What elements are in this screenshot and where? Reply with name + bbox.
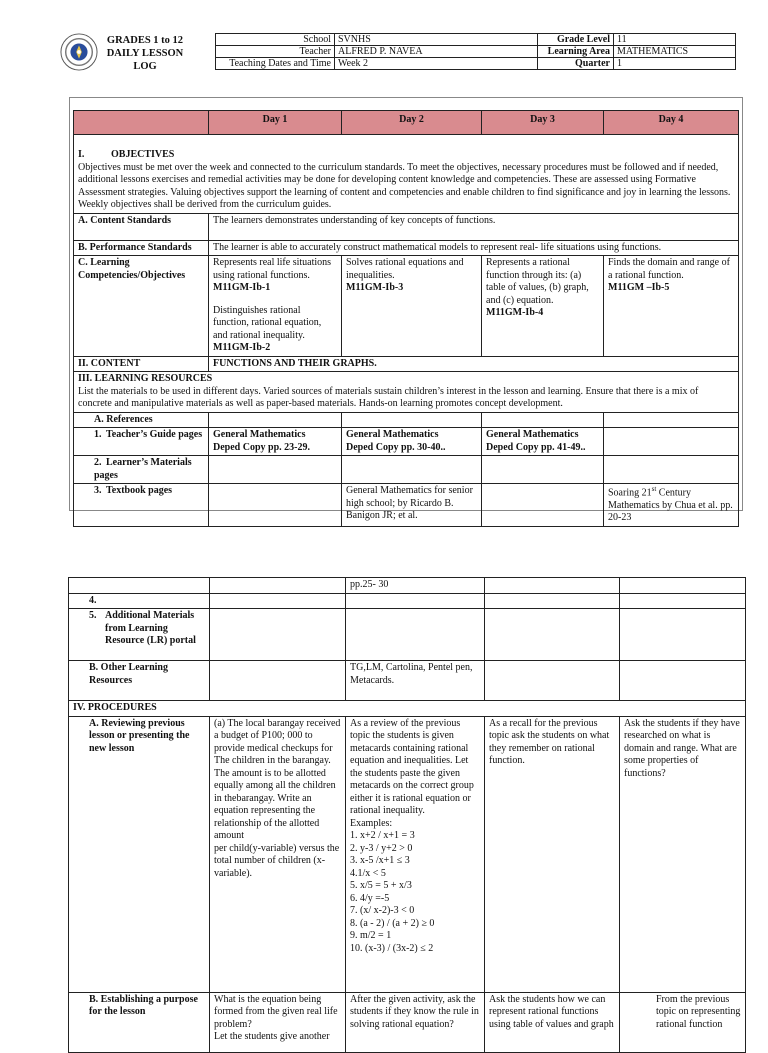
grade-level-value: 11 [614,34,736,46]
references-label: A. References [74,412,209,428]
other-resources-day-2: TG,LM, Cartolina, Pentel pen, Metacards. [346,661,485,701]
title-line-1: GRADES 1 to 12 [106,35,184,46]
example-item: 5. x/5 = 5 + x/3 [350,880,412,891]
review-day-1: (a) The local barangay received a budget of P100; 000 to provide medical checkups for The children in the barangay. The amount is to be allotted equally among all the children in thebarangay. Write an equation representing the relationship of the allotted amount per child(y-variable) versus the total number of children (x-variable). [210,716,346,992]
title-line-2: DAILY LESSON [106,48,184,60]
review-day-4: Ask the students if they have researched on what is domain and range. What are some properties of functions? [620,716,746,992]
quarter-label: Quarter [538,58,614,70]
learning-area-value: MATHEMATICS [614,46,736,58]
content-standards-label: A. Content Standards [74,213,209,240]
textbook-row [74,484,739,527]
purpose-day-2: After the given activity, ask the students if they know the rule in solving rational equation? [346,992,485,1052]
school-value: SVNHS [335,34,538,46]
content-standards-text: The learners demonstrates understanding of key concepts of functions. [209,213,739,240]
example-item: 6. 4/y =-5 [350,892,390,904]
row-4 [69,593,746,609]
example-item: 7. (x/ x-2)-3 < 0 [350,905,415,916]
day-header-blank [74,111,209,135]
review-label: A. Reviewing previous lesson or presenting the new lesson [69,716,210,992]
performance-standards-row [74,240,739,256]
competencies-row [74,256,739,357]
teacher-value: ALFRED P. NAVEA [335,46,538,58]
purpose-day-4: From the previous topic on representing rational function [620,992,746,1052]
quarter-value: 1 [614,58,736,70]
resources-row [74,372,739,413]
content-row [74,356,739,372]
example-item: 3. x-5 /x+1 ≤ 3 [350,855,410,866]
example-item: 8. (a - 2) / (a + 2) ≥ 0 [350,917,435,929]
procedures-heading: IV. PROCEDURES [69,701,746,717]
competencies-label: C. Learning Competencies/Objectives [74,256,209,357]
additional-materials-row [69,609,746,661]
tg-day-3: General Mathematics Deped Copy pp. 41-49.. [482,428,604,456]
dates-label: Teaching Dates and Time [216,58,335,70]
objectives-heading: I. OBJECTIVES [78,149,175,160]
content-label: II. CONTENT [74,356,209,372]
resources-text: List the materials to be used in different days. Varied sources of materials sustain children’s interest in the lesson and learning. Ensure that there is a mix of concrete and manipulative materials as well as paper-based materials. Hands-on learning promotes concept development. [78,385,699,409]
textbook-label: 3. Textbook pages [74,484,209,527]
competencies-day-3: Represents a rational function through its: (a) table of values, (b) graph, and (c) equation. M11GM-Ib-4 [482,256,604,357]
teacher-label: Teacher [216,46,335,58]
examples-list [350,830,480,955]
competencies-day-4: Finds the domain and range of a rational function. M11GM –Ib-5 [604,256,739,357]
objectives-text: Objectives must be met over the week and connected to the curriculum standards. To meet the objectives, necessary procedures must be followed and if needed, additional lessons exercises and remedial activities may be done for developing content knowledge and competencies. These are assessed using Formative Assessment strategies. Valuing objectives support the learning of content and competencies and enable children to find significance and joy in learning the lessons. Weekly objectives shall be derived from the curriculum guides. [78,161,731,210]
competencies-day-1: Represents real life situations using rational functions. M11GM-Ib-1 Distinguishes rational function, rational equation, and rational inequality. M11GM-Ib-2 [209,256,342,357]
purpose-day-1: What is the equation being formed from the given real life problem? Let the students give another [210,992,346,1052]
review-day-3: As a recall for the previous topic ask the students on what they remember on rational function. [485,716,620,992]
learning-area-label: Learning Area [538,46,614,58]
references-row [74,412,739,428]
competencies-day-2: Solves rational equations and inequalities. M11GM-Ib-3 [342,256,482,357]
row-4-label: 4. [69,593,210,609]
resources-heading: III. LEARNING RESOURCES [78,373,213,384]
tg-day-1: General Mathematics Deped Copy pp. 23-29. [209,428,342,456]
day-4-header: Day 4 [604,111,739,135]
teachers-guide-label: 1. Teacher’s Guide pages [74,428,209,456]
teachers-guide-row [74,428,739,456]
tg-day-2: General Mathematics Deped Copy pp. 30-40.. [342,428,482,456]
content-standards-row [74,213,739,240]
additional-materials-label: 5. Additional Materials from Learning Resource (LR) portal [69,609,210,661]
school-label: School [216,34,335,46]
deped-seal-logo [60,33,98,71]
title-line-3: LOG [133,61,157,73]
day-3-header: Day 3 [482,111,604,135]
example-item: 10. (x-3) / (3x-2) ≤ 2 [350,942,434,954]
header-info-table [215,33,736,70]
purpose-label: B. Establishing a purpose for the lesson [69,992,210,1052]
review-day-2: As a review of the previous topic the students is given metacards containing rational equation and inequalities. Let the students paste the given metacards on the correct group either it is rational equation or rational inequality. Examples: 1. x+2 / x+1 = 3 2. y-3 / y+2 > 0 3. x-5 /x+1 ≤ 3 4.1/x < 5 5. x/5 = 5 + x/3 6. 4/y =-5 7. (x/ x-2)-3 < 0 8. (a - 2) / (a + 2) ≥ 0 9. m/2 = 1 10. (x-3) / (3x-2) ≤ 2 [346,716,485,992]
purpose-row [69,992,746,1052]
lesson-log-table [73,110,739,527]
other-resources-label: B. Other Learning Resources [69,661,210,701]
review-row [69,716,746,992]
lesson-log-table-continued [68,577,746,1053]
textbook-cont-day-2: pp.25- 30 [346,578,485,594]
textbook-day-4: Soaring 21st Century Mathematics by Chua et al. pp. 20-23 [604,484,739,527]
objectives-row [74,135,739,214]
example-item: 9. m/2 = 1 [350,930,392,941]
day-1-header: Day 1 [209,111,342,135]
example-item: 1. x+2 / x+1 = 3 [350,830,415,841]
example-item: 2. y-3 / y+2 > 0 [350,842,413,854]
performance-standards-label: B. Performance Standards [74,240,209,256]
example-item: 4.1/x < 5 [350,867,386,879]
other-resources-row [69,661,746,701]
purpose-day-3: Ask the students how we can represent rational functions using table of values and graph [485,992,620,1052]
grade-level-label: Grade Level [538,34,614,46]
day-header-row [74,111,739,135]
textbook-cont-row [69,578,746,594]
document-title [100,34,190,73]
dates-value: Week 2 [335,58,538,70]
content-text: FUNCTIONS AND THEIR GRAPHS. [209,356,739,372]
procedures-row [69,701,746,717]
textbook-day-2: General Mathematics for senior high school; by Ricardo B. Banigon JR; et al. [342,484,482,527]
learners-materials-row [74,456,739,484]
learners-materials-label: 2. Learner’s Materials pages [74,456,209,484]
performance-standards-text: The learner is able to accurately construct mathematical models to represent real- life situations using functions. [209,240,739,256]
day-2-header: Day 2 [342,111,482,135]
